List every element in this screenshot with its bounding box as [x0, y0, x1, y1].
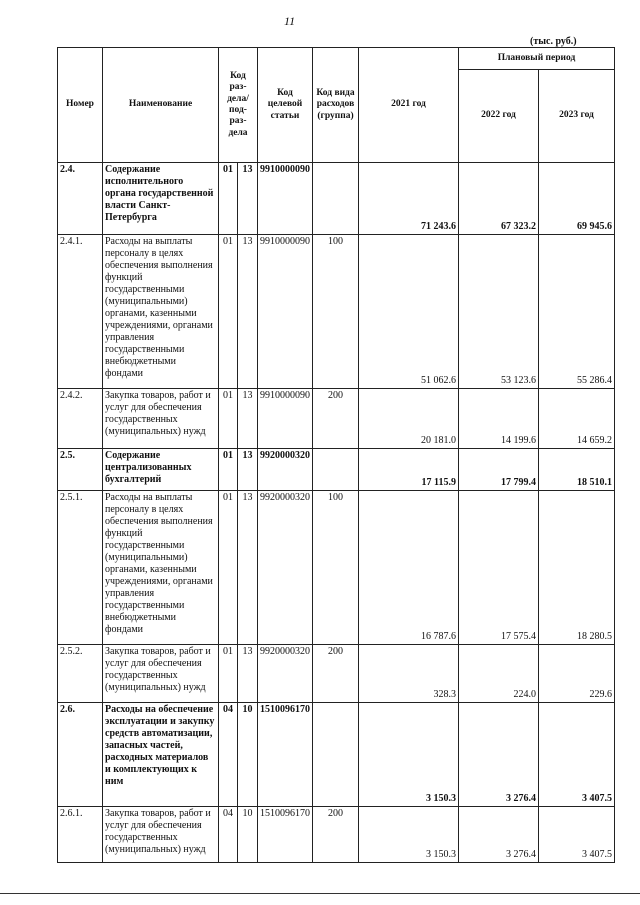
- col-number-header: Номер: [58, 48, 103, 163]
- scan-edge-line: [0, 893, 640, 894]
- row-section: 04: [219, 703, 238, 807]
- row-number: 2.5.: [58, 449, 103, 491]
- row-subsection: 13: [238, 389, 258, 449]
- page-number: 11: [284, 14, 296, 28]
- row-value-2023: 69 945.6: [539, 163, 615, 235]
- row-value-2021: 20 181.0: [359, 389, 459, 449]
- row-value-2021: 328.3: [359, 645, 459, 703]
- table-row: [58, 807, 615, 863]
- row-subsection: 13: [238, 491, 258, 645]
- row-section: 01: [219, 449, 238, 491]
- row-subsection: 13: [238, 163, 258, 235]
- row-expense-type: [313, 163, 359, 235]
- table-row: [58, 163, 615, 235]
- row-expense-type: 100: [313, 491, 359, 645]
- row-name: Закупка товаров, работ и услуг для обеспечения государственных (муниципальных) нужд: [103, 807, 219, 863]
- row-name: Расходы на обеспечение эксплуатации и закупку средств автоматизации, запасных частей, расходных материалов и комплектующих к ним: [103, 703, 219, 807]
- budget-table: [57, 47, 615, 863]
- row-section: 04: [219, 807, 238, 863]
- table-body: [58, 163, 615, 863]
- row-target: 9920000320: [258, 449, 313, 491]
- row-value-2022: 3 276.4: [459, 807, 539, 863]
- row-subsection: 13: [238, 449, 258, 491]
- row-value-2023: 229.6: [539, 645, 615, 703]
- row-section: 01: [219, 491, 238, 645]
- row-value-2021: 17 115.9: [359, 449, 459, 491]
- row-value-2022: 17 799.4: [459, 449, 539, 491]
- table-row: [58, 703, 615, 807]
- row-target: 1510096170: [258, 807, 313, 863]
- row-name: Закупка товаров, работ и услуг для обеспечения государственных (муниципальных) нужд: [103, 389, 219, 449]
- col-target-header: Код целевой статьи: [258, 48, 313, 163]
- row-value-2021: 3 150.3: [359, 703, 459, 807]
- row-expense-type: [313, 449, 359, 491]
- row-value-2021: 71 243.6: [359, 163, 459, 235]
- row-target: 9920000320: [258, 491, 313, 645]
- col-2022-header: 2022 год: [459, 70, 539, 163]
- row-section: 01: [219, 163, 238, 235]
- row-section: 01: [219, 235, 238, 389]
- row-value-2021: 51 062.6: [359, 235, 459, 389]
- col-expense-type-header: Код вида расходов (группа): [313, 48, 359, 163]
- row-target: 9920000320: [258, 645, 313, 703]
- row-name: Содержание централизованных бухгалтерий: [103, 449, 219, 491]
- table-row: [58, 449, 615, 491]
- col-name-header: Наименование: [103, 48, 219, 163]
- row-section: 01: [219, 645, 238, 703]
- units-label: (тыс. руб.): [530, 36, 577, 47]
- row-subsection: 13: [238, 645, 258, 703]
- table-row: [58, 235, 615, 389]
- row-value-2021: 16 787.6: [359, 491, 459, 645]
- row-target: 9910000090: [258, 235, 313, 389]
- row-value-2022: 14 199.6: [459, 389, 539, 449]
- row-name: Содержание исполнительного органа государственной власти Санкт-Петербурга: [103, 163, 219, 235]
- col-2021-header: 2021 год: [359, 48, 459, 163]
- row-name: Закупка товаров, работ и услуг для обеспечения государственных (муниципальных) нужд: [103, 645, 219, 703]
- row-number: 2.6.: [58, 703, 103, 807]
- table-row: [58, 491, 615, 645]
- col-2023-header: 2023 год: [539, 70, 615, 163]
- table-row: [58, 389, 615, 449]
- row-name: Расходы на выплаты персоналу в целях обеспечения выполнения функций государственными (муниципальными) органами, казенными учреждениями, органами управления государственными внебюджетными фондами: [103, 491, 219, 645]
- row-expense-type: 200: [313, 389, 359, 449]
- row-expense-type: 200: [313, 807, 359, 863]
- planning-period-header: Плановый период: [459, 48, 615, 70]
- row-section: 01: [219, 389, 238, 449]
- row-expense-type: 100: [313, 235, 359, 389]
- row-number: 2.4.: [58, 163, 103, 235]
- row-value-2023: 3 407.5: [539, 703, 615, 807]
- row-value-2021: 3 150.3: [359, 807, 459, 863]
- row-value-2022: 67 323.2: [459, 163, 539, 235]
- row-value-2023: 3 407.5: [539, 807, 615, 863]
- col-section-header: Код раз- дела/ под- раз- дела: [219, 48, 258, 163]
- row-value-2023: 55 286.4: [539, 235, 615, 389]
- row-name: Расходы на выплаты персоналу в целях обеспечения выполнения функций государственными (муниципальными) органами, казенными учреждениями, органами управления государственными внебюджетными фондами: [103, 235, 219, 389]
- row-value-2022: 53 123.6: [459, 235, 539, 389]
- row-number: 2.6.1.: [58, 807, 103, 863]
- row-value-2022: 224.0: [459, 645, 539, 703]
- row-target: 9910000090: [258, 389, 313, 449]
- row-value-2022: 17 575.4: [459, 491, 539, 645]
- row-value-2022: 3 276.4: [459, 703, 539, 807]
- row-number: 2.5.1.: [58, 491, 103, 645]
- row-subsection: 10: [238, 703, 258, 807]
- table-row: [58, 645, 615, 703]
- row-expense-type: 200: [313, 645, 359, 703]
- table-header: [58, 48, 615, 163]
- row-number: 2.4.2.: [58, 389, 103, 449]
- row-value-2023: 18 510.1: [539, 449, 615, 491]
- row-expense-type: [313, 703, 359, 807]
- row-subsection: 13: [238, 235, 258, 389]
- row-subsection: 10: [238, 807, 258, 863]
- row-value-2023: 18 280.5: [539, 491, 615, 645]
- row-value-2023: 14 659.2: [539, 389, 615, 449]
- row-target: 1510096170: [258, 703, 313, 807]
- row-number: 2.4.1.: [58, 235, 103, 389]
- row-number: 2.5.2.: [58, 645, 103, 703]
- row-target: 9910000090: [258, 163, 313, 235]
